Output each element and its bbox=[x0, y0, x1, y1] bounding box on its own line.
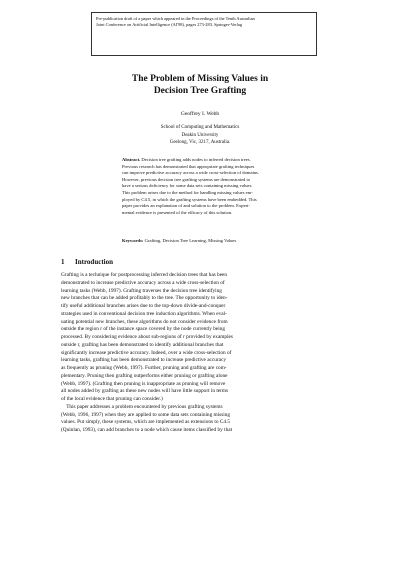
abstract-line: have a serious deficiency for some data sets containing missing values. bbox=[122, 183, 253, 189]
title-line: Decision Tree Grafting bbox=[153, 86, 247, 96]
abstract-line: paper provides an explanation of and solution to the problem. Experi- bbox=[122, 203, 250, 209]
body-line: strategies used in conventional decision tree induction algorithms. When eval- bbox=[61, 310, 227, 317]
body-line: plementary. Pruning then grafting outperforms either pruning or grafting alone bbox=[61, 372, 228, 379]
body-line: learning tasks, grafting has been demonstrated to increase predictive accuracy bbox=[61, 357, 227, 364]
body-line: significantly increase predictive accuracy. Indeed, over a wide cross-selection of bbox=[61, 349, 232, 356]
section-title: Introduction bbox=[75, 258, 113, 266]
body-line: values. Put simply, these systems, which are implemented as extensions to C4.5 bbox=[61, 419, 230, 426]
keywords bbox=[122, 238, 236, 243]
paper-title bbox=[0, 73, 400, 97]
author-affiliation bbox=[0, 124, 400, 147]
section-heading bbox=[61, 258, 113, 266]
abstract-line: This problem arises due to the method for handling missing values em- bbox=[122, 189, 253, 195]
body-line: outside r, grafting has been demonstrated to identify additional branches that bbox=[61, 341, 224, 348]
body-line: Grafting is a technique for postprocessing inferred decision trees that has been bbox=[61, 272, 228, 278]
abstract-line: mental evidence is presented of the efficacy of this solution. bbox=[122, 209, 233, 215]
affiliation-line: Deakin University bbox=[181, 132, 219, 138]
title-line: The Problem of Missing Values in bbox=[131, 74, 269, 84]
body-line: (Webb, 1997). (Grafting then pruning is inappropriate as pruning will remove bbox=[61, 380, 226, 387]
body-line: (Quinlan, 1993), can add branches to a node which cause items classified by that bbox=[61, 427, 233, 433]
keywords-text: Grafting, Decision Tree Learning, Missing Values bbox=[144, 238, 237, 243]
body-line: demonstrated to increase predictive accuracy across a wide cross-selection of bbox=[61, 279, 225, 286]
body-line: all nodes added by grafting as these new nodes will have little support in terms bbox=[61, 388, 229, 395]
prepublication-notice-box bbox=[91, 12, 317, 56]
body-line: uating potential new branches, these algorithms do not consider evidence from bbox=[61, 318, 228, 325]
body-line: new branches that can be added profitably to the tree. The opportunity to iden- bbox=[61, 295, 228, 302]
abstract bbox=[122, 157, 355, 216]
notice-line: Joint Conference on Artificial Intelligence (AI'98), pages 273-283. Springer-Verlag bbox=[96, 22, 243, 27]
affiliation-line: School of Computing and Mathematics bbox=[160, 125, 240, 130]
abstract-line: Previous research has demonstrated that appropriate grafting techniques bbox=[122, 163, 255, 169]
abstract-line: ployed by C4.5, in which the grafting systems have been embedded. This bbox=[122, 196, 257, 202]
section-number: 1 bbox=[61, 258, 65, 266]
notice-line: Pre-publication draft of a paper which appeared in the Proceedings of the Tenth Australian bbox=[96, 16, 255, 21]
abstract-text: Decision tree grafting adds nodes to inferred decision trees. bbox=[141, 157, 251, 162]
keywords-label: Keywords: bbox=[122, 238, 144, 243]
body-line: as frequently as pruning (Webb, 1997). Further, pruning and grafting are com- bbox=[61, 365, 227, 371]
author-name: Geoffrey I. Webb bbox=[180, 111, 220, 117]
abstract-line bbox=[122, 157, 355, 164]
body-line: (Webb, 1996, 1997) when they are applied to some data sets containing missing bbox=[61, 411, 231, 418]
body-line: learning tasks (Webb, 1997). Grafting traverses the decision tree identifying bbox=[61, 287, 222, 294]
body-line: tify useful additional branches arises due to the top-down divide-and-conquer bbox=[61, 303, 226, 309]
abstract-label: Abstract. bbox=[122, 157, 141, 162]
body-line: processed. By considering evidence about sub-regions of r provided by examples bbox=[61, 334, 233, 340]
body-line: outside the region r of the instance space covered by the node currently being bbox=[61, 326, 225, 333]
body-line: This paper addresses a problem encountered by previous grafting systems bbox=[61, 403, 223, 410]
abstract-line: can improve predictive accuracy across a wide cross-selection of domains. bbox=[122, 170, 259, 176]
body-text bbox=[61, 272, 351, 435]
abstract-line: However, previous decision tree grafting systems are demonstrated to bbox=[122, 176, 251, 182]
body-line: of the local evidence that pruning can consider.) bbox=[61, 396, 163, 402]
affiliation-line: Geelong, Vic, 3217, Australia. bbox=[169, 140, 231, 145]
